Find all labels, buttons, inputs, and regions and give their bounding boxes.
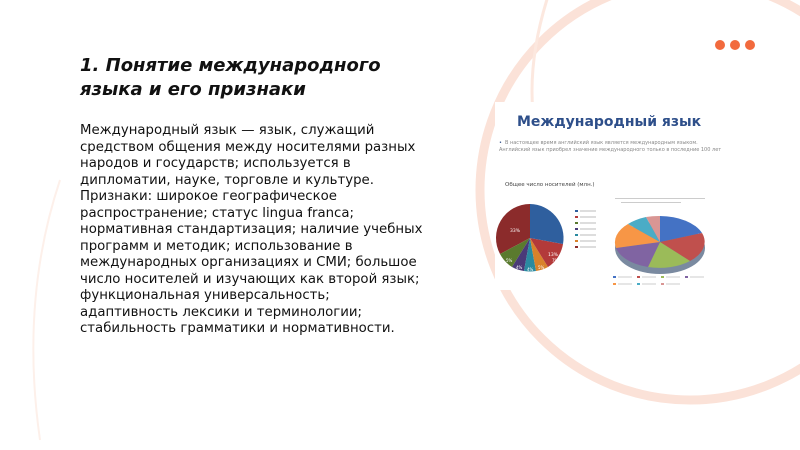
- chart-caption-line: [621, 202, 681, 203]
- legend-line: [690, 277, 704, 278]
- pie-label: 4%: [527, 267, 534, 272]
- legend-swatch: [575, 210, 578, 212]
- legend-line: [666, 277, 680, 278]
- legend-swatch: [685, 276, 688, 278]
- legend-line: [580, 247, 596, 248]
- slide-body-text: Международный язык — язык, служащий средством общения между носителями разных народов и государств; используется в дипломатии, науке, торговле и культуре. Признаки: широкое географическое распространение; статус lingua franca; нормативная стандартизация; наличие учебных программ и методик; использование в международных организациях и СМИ; большое число носителей и изучающих как второй язык; функциональная универсальность; адаптивность лексики и терминологии; стабильность грамматики и нормативности.: [80, 123, 423, 336]
- legend-line: [580, 211, 596, 212]
- slide-title: 1. Понятие международного языка и его признаки: [80, 55, 381, 100]
- embedded-slide-image: [495, 102, 730, 290]
- embedded-slide-bullet: • В настоящее время английский язык является международным языком. Английский язык приобрел значение международного только в последние 100 лет: [499, 140, 725, 154]
- legend-swatch: [575, 240, 578, 242]
- pie-label: 4%: [516, 265, 523, 270]
- legend-swatch: [613, 276, 616, 278]
- legend-swatch: [637, 283, 640, 285]
- legend-swatch: [575, 246, 578, 248]
- legend-line: [642, 277, 656, 278]
- legend-swatch: [575, 234, 578, 236]
- pie-slice: [530, 204, 564, 244]
- legend-line: [618, 277, 632, 278]
- pie-legend-left: [575, 210, 596, 248]
- legend-swatch: [613, 283, 616, 285]
- decor-arc-left: [33, 180, 60, 440]
- pie-label: 33%: [510, 229, 521, 234]
- chart-caption-line: [615, 198, 705, 199]
- pie-label: 13%: [548, 253, 559, 258]
- legend-line: [580, 223, 596, 224]
- pie-label: 7%: [552, 258, 559, 263]
- dot-icon: [730, 40, 740, 50]
- legend-swatch: [575, 216, 578, 218]
- decorative-dots: [715, 40, 755, 50]
- embedded-pie-charts: [495, 186, 730, 290]
- legend-line: [580, 229, 596, 230]
- embedded-slide-title: Международный язык: [517, 114, 702, 130]
- embedded-chart-caption: Общее число носителей (млн.): [505, 182, 595, 188]
- pie-label: 5%: [538, 265, 545, 270]
- legend-swatch: [575, 222, 578, 224]
- legend-swatch: [661, 283, 664, 285]
- pie-chart-left: [496, 204, 564, 272]
- legend-swatch: [661, 276, 664, 278]
- legend-swatch: [575, 228, 578, 230]
- pie-chart-right: [615, 216, 705, 274]
- dot-icon: [745, 40, 755, 50]
- legend-line: [580, 235, 596, 236]
- legend-swatch: [637, 276, 640, 278]
- legend-line: [618, 284, 632, 285]
- legend-line: [666, 284, 680, 285]
- legend-line: [642, 284, 656, 285]
- pie-label: 5%: [506, 258, 513, 263]
- legend-line: [580, 217, 596, 218]
- dot-icon: [715, 40, 725, 50]
- legend-line: [580, 241, 596, 242]
